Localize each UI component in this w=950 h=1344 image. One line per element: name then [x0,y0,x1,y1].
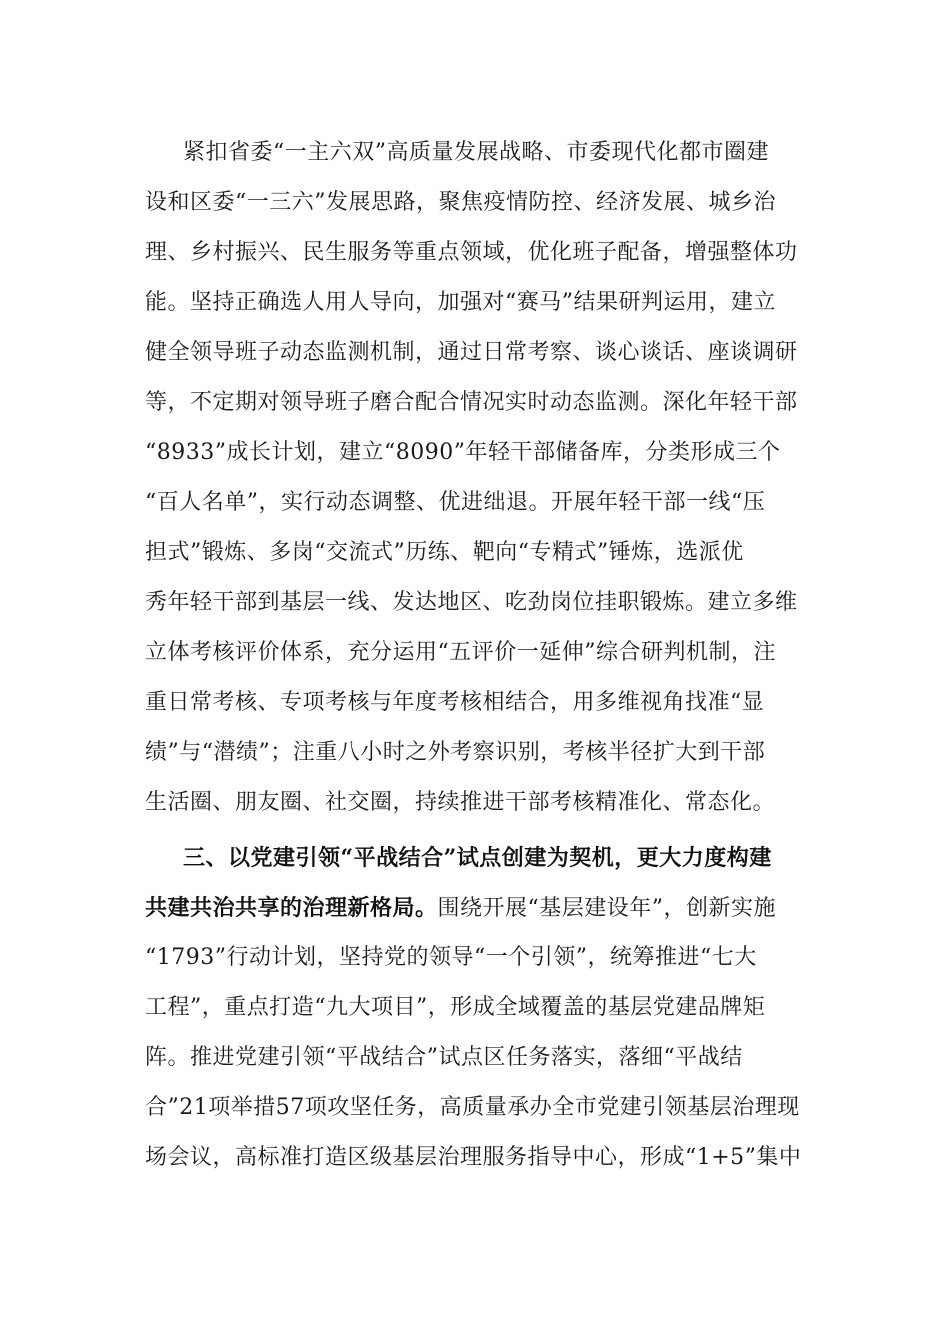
paragraph-line: 担式”锻炼、多岗“交流式”历练、靶向“专精式”锤炼，选派优 [145,540,744,565]
paragraph-line: “8933”成长计划，建立“8090”年轻干部储备库，分类形成三个 [145,440,781,465]
paragraph-line: 理、乡村振兴、民生服务等重点领域，优化班子配备，增强整体功 [145,240,798,265]
paragraph-line: 工程”，重点打造“九大项目”，形成全域覆盖的基层党建品牌矩 [145,995,766,1020]
paragraph-line [145,890,776,926]
paragraph-line: 阵。推进党建引领“平战结合”试点区任务落实，落细“平战结 [145,1045,743,1070]
paragraph-line: 设和区委“一三六”发展思路，聚焦疫情防控、经济发展、城乡治 [145,190,776,215]
paragraph-line: 能。坚持正确选人用人导向，加强对“赛马”结果研判运用，建立 [145,290,776,315]
paragraph-line-rest: 围绕开展“基层建设年”，创新实施 [437,896,777,921]
paragraph-line: 绩”与“潜绩”；注重八小时之外考察识别，考核半径扩大到干部 [145,740,766,765]
section-heading-continued: 共建共治共享的治理新格局。 [145,895,438,921]
paragraph-line: 合”21项举措57项攻坚任务，高质量承办全市党建引领基层治理现 [145,1095,800,1120]
paragraph-line: 场会议，高标准打造区级基层治理服务指导中心，形成“1+5”集中 [145,1145,802,1170]
paragraph-line: “1793”行动计划，坚持党的领导“一个引领”，统筹推进“七大 [145,945,757,970]
paragraph-line: “百人名单”，实行动态调整、优进绌退。开展年轻干部一线“压 [145,490,766,515]
paragraph-line: 秀年轻干部到基层一线、发达地区、吃劲岗位挂职锻炼。建立多维 [145,590,798,615]
paragraph-line: 等，不定期对领导班子磨合配合情况实时动态监测。深化年轻干部 [145,390,798,415]
paragraph-line: 紧扣省委“一主六双”高质量发展战略、市委现代化都市圈建 [183,140,769,165]
paragraph-line: 健全领导班子动态监测机制，通过日常考察、谈心谈话、座谈调研 [145,340,798,365]
paragraph-line: 重日常考核、专项考核与年度考核相结合，用多维视角找准“显 [145,690,765,715]
paragraph-line: 立体考核评价体系，充分运用“五评价一延伸”综合研判机制，注 [145,640,776,665]
paragraph-line: 生活圈、朋友圈、社交圈，持续推进干部考核精准化、常态化。 [145,790,776,815]
section-heading: 三、以党建引领“平战结合”试点创建为契机，更大力度构建 [183,845,772,871]
